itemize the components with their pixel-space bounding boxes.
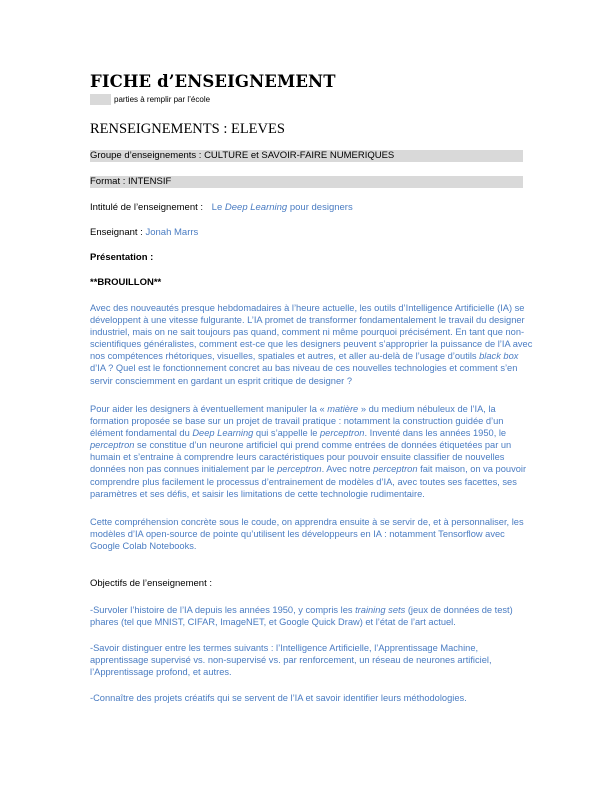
course-label: Intitulé de l’enseignement :	[90, 202, 204, 213]
draft-label: **BROUILLON**	[90, 277, 162, 288]
page-title: FICHE d’ENSEIGNEMENT	[90, 72, 336, 91]
teacher-label: Enseignant :	[90, 227, 143, 238]
teacher-value: Jonah Marrs	[145, 227, 199, 238]
format-bar: Format : INTENSIF	[90, 176, 523, 188]
teacher-line	[90, 227, 198, 239]
presentation-label: Présentation :	[90, 252, 154, 263]
course-line	[90, 202, 353, 214]
objective-3: -Connaître des projets créatifs qui se servent de l’IA et savoir identifier leurs méthodologies.	[90, 693, 467, 703]
objectives-label: Objectifs de l’enseignement :	[90, 578, 212, 589]
legend-text: parties à remplir par l’école	[114, 95, 211, 104]
section-title: RENSEIGNEMENTS : ELEVES	[90, 121, 285, 137]
course-value: Le Deep Learning pour designers	[211, 202, 353, 213]
objective-2: -Savoir distinguer entre les termes suivants : l’Intelligence Artificielle, l’Apprentissage Machine, apprentissage supervisé vs. non-supervisé vs. par renforcement, un réseau de neurones artificiel, l’Apprentissage profond, et autres.	[90, 643, 492, 678]
group-bar: Groupe d’enseignements : CULTURE et SAVOIR-FAIRE NUMERIQUES	[90, 150, 523, 162]
presentation-paragraph-3: Cette compréhension concrète sous le coude, on apprendra ensuite à se servir de, et à personnaliser, les modèles d’IA open-source de pointe qu’utilisent les développeurs en IA : notamment Tensorflow avec Google Colab Notebooks.	[90, 517, 524, 552]
presentation-paragraph-2: Pour aider les designers à éventuellement manipuler la « matière » du medium nébuleux de l’IA, la formation proposée se base sur un projet de travail pratique : notamment la construction guidée d’un élément fondamental du Deep Learning qui s’appelle le perceptron. Inventé dans les années 1950, le perceptron se constitue d’un neurone artificiel qui prend comme entrées de données étiquetées par un humain et s’entraine à comprendre leurs caractéristiques pour pouvoir ensuite classifier de nouvelles données non pas connues initialement par le perceptron. Avec notre perceptron fait maison, on va pouvoir comprendre plus facilement le processus d’entrainement de modèles d’IA, avec toutes ses facettes, ses paramètres et ses défis, et saisir les limitations de cette technologie rudimentaire.	[90, 404, 527, 499]
legend-swatch	[90, 94, 111, 105]
objective-1: -Survoler l’histoire de l’IA depuis les années 1950, y compris les training sets (jeux de données de test) phares (tel que MNIST, CIFAR, ImageNET, et Google Quick Draw) et l’état de l’art actuel.	[90, 605, 513, 628]
presentation-paragraph-1: Avec des nouveautés presque hebdomadaires à l’heure actuelle, les outils d’Intelligence Artificielle (IA) se développent à une vitesse fulgurante. L’IA promet de transformer fondamentalement le travail du designer industriel, mais on ne sait toujours pas quand, comment ni même pourquoi précisément. En tant que non- scientifiques généralistes, comment est-ce que les designers peuvent s’approprier la puissance de l’IA avec nos compétences rhétoriques, visuelles, spatiales et autres, et aller au-delà de l’usage d’outils black box d’IA ? Quel est le fonctionnement concret au bas niveau de ces nouvelles technologies et comment s’en servir consciemment en gardant un esprit critique de designer ?	[90, 303, 533, 386]
